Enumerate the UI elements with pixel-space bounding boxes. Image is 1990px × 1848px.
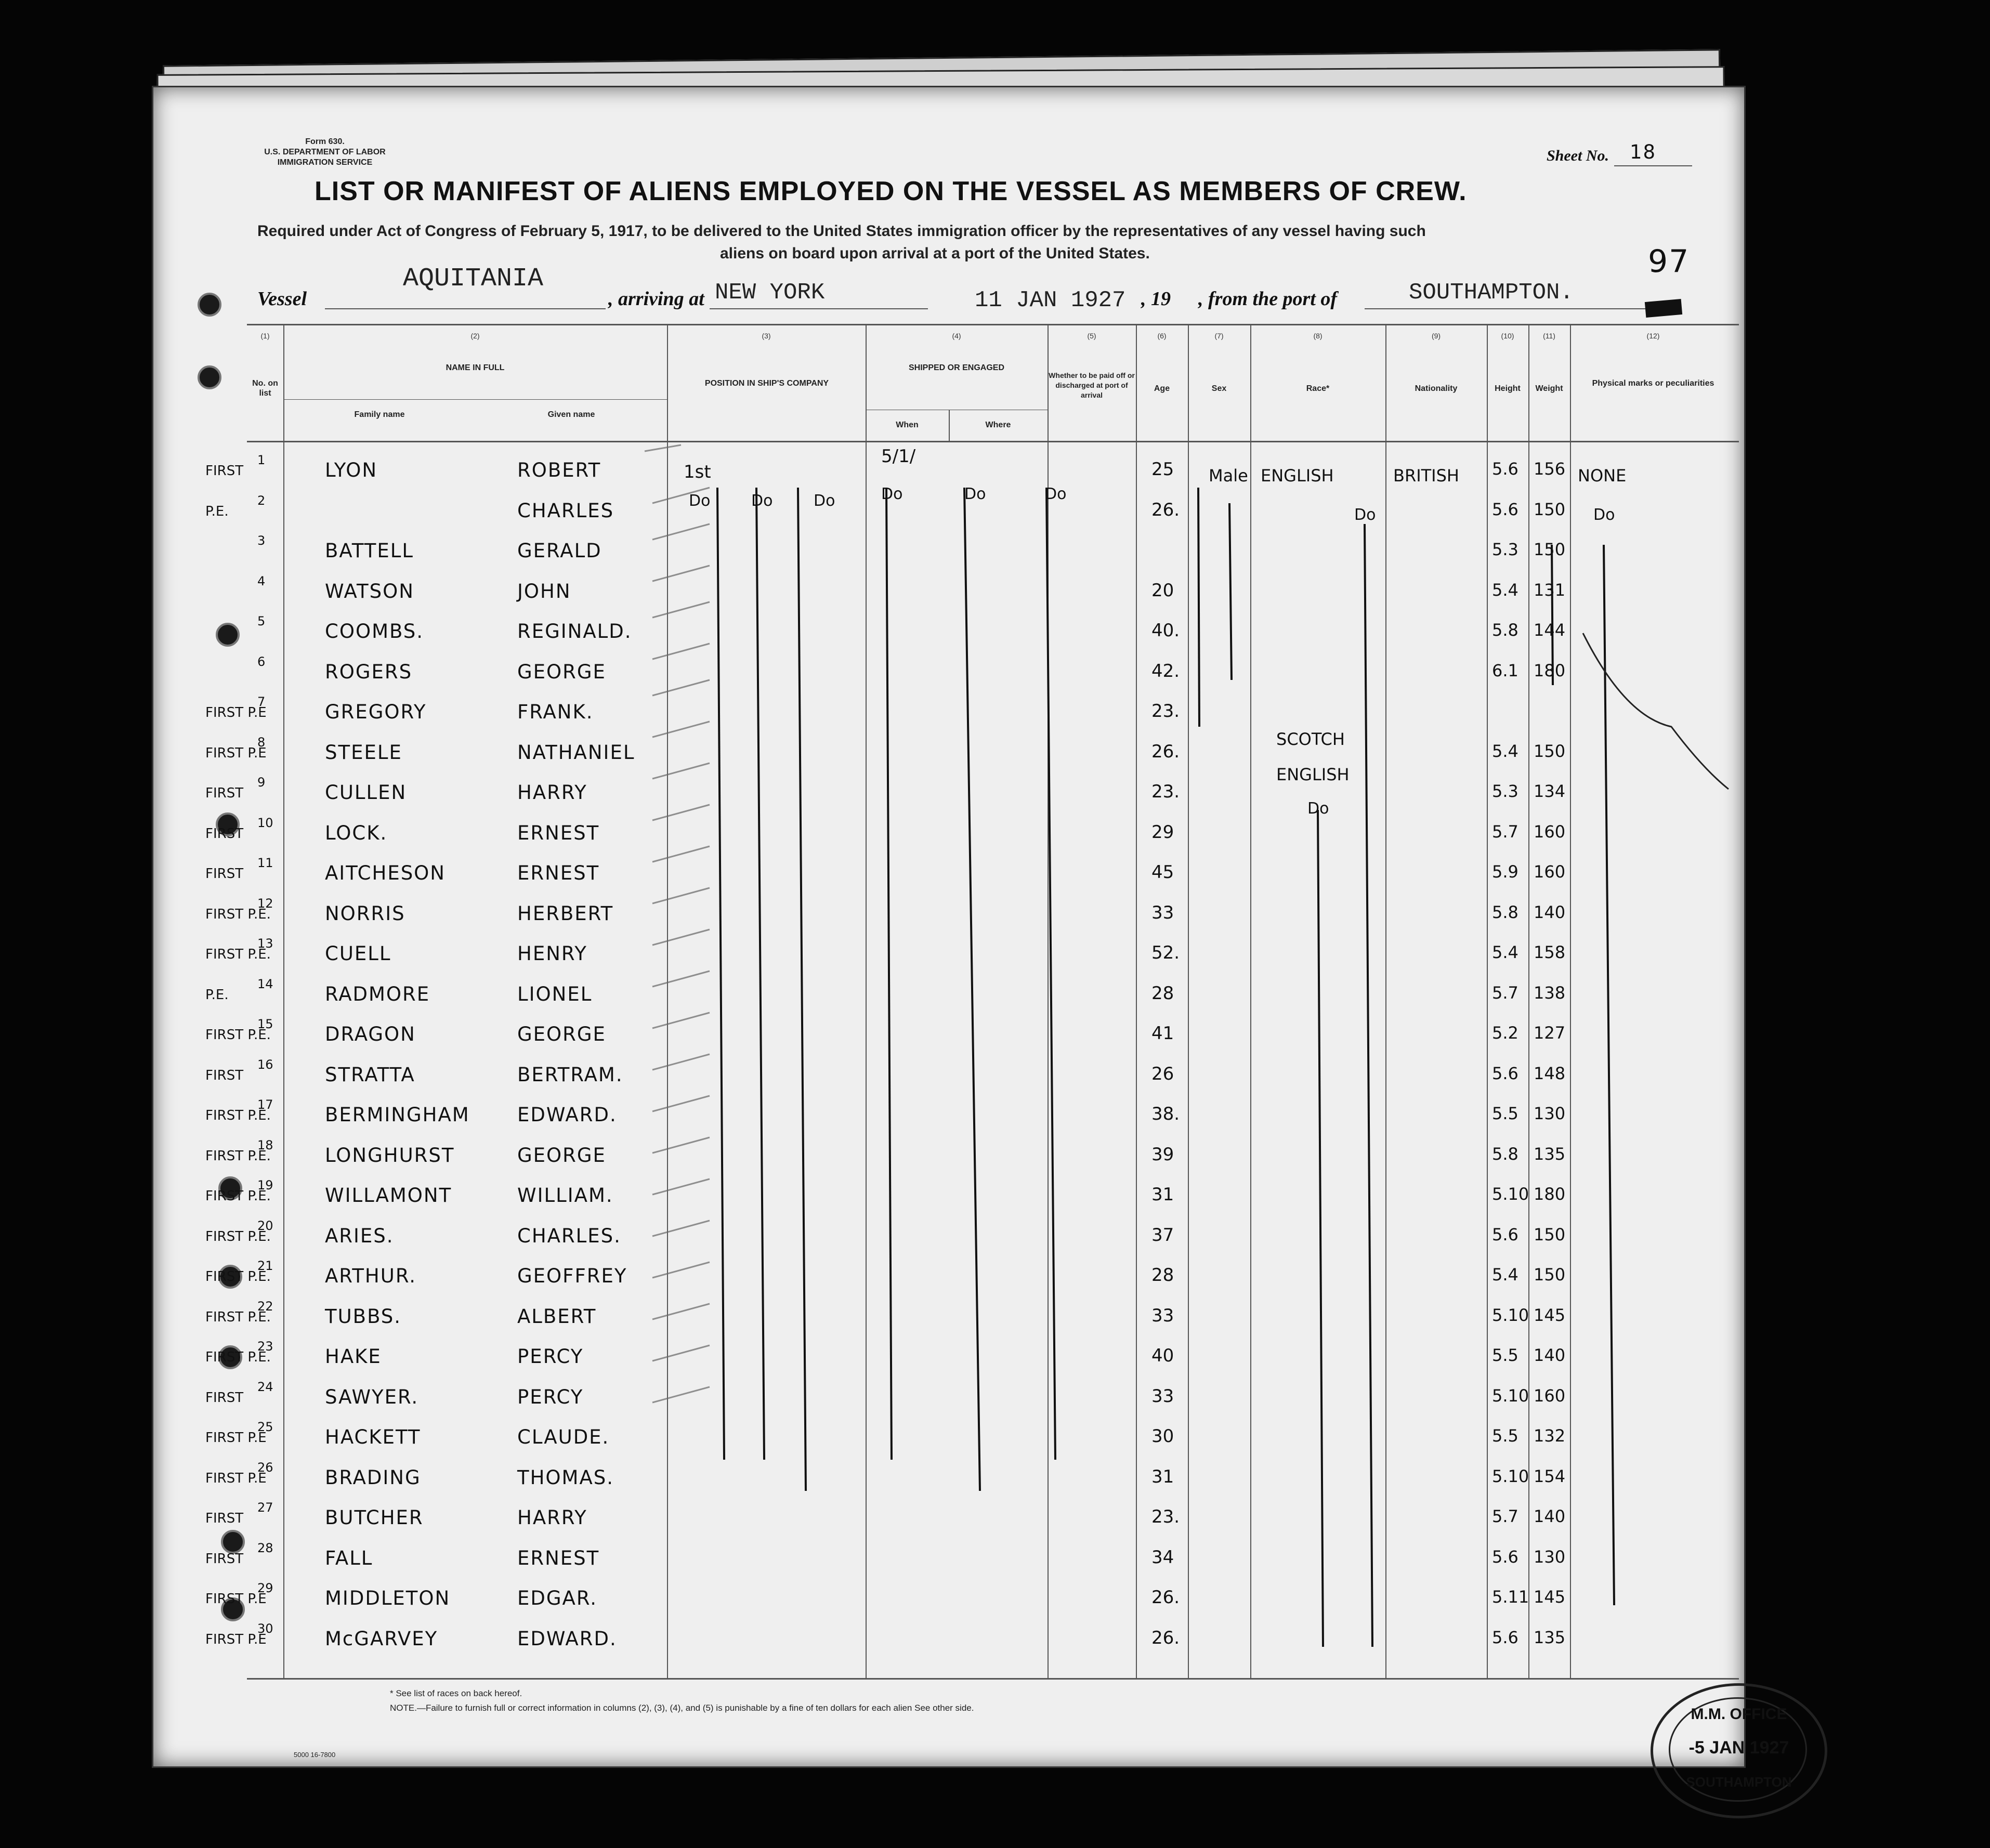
service: IMMIGRATION SERVICE [277, 158, 373, 167]
row-family-name: LYON [325, 459, 378, 481]
row-age: 23. [1151, 781, 1180, 802]
row-weight: 150 [1534, 500, 1566, 519]
col-height: Height [1495, 384, 1521, 393]
col-physical-marks: Physical marks or peculiarities [1592, 379, 1714, 388]
col-age: Age [1154, 384, 1170, 393]
row1-race: ENGLISH [1261, 466, 1334, 486]
row-status-mark: FIRST P.E [205, 1632, 267, 1647]
row-status-mark: FIRST [205, 1390, 244, 1406]
row-status-mark: FIRST P.E. [205, 1229, 271, 1244]
row-age: 40. [1151, 620, 1180, 641]
row-height: 5.2 [1492, 1023, 1518, 1043]
row-family-name: HAKE [325, 1345, 382, 1368]
row-age: 33 [1151, 902, 1174, 923]
row-given-name: THOMAS. [517, 1466, 614, 1489]
row-age: 26. [1151, 741, 1180, 762]
row-age: 23. [1151, 701, 1180, 722]
row-family-name: TUBBS. [325, 1305, 402, 1328]
row-height: 5.6 [1492, 1547, 1518, 1567]
page-mark: 97 [1648, 243, 1690, 280]
row-weight: 150 [1534, 1265, 1566, 1285]
col-paid-off: Whether to be paid off or discharged at port of arrival [1049, 371, 1135, 399]
row-status-mark: P.E. [205, 987, 229, 1003]
row-weight: 150 [1534, 741, 1566, 761]
row-height: 5.6 [1492, 1225, 1518, 1244]
vessel-name: AQUITANIA [403, 264, 544, 294]
row-weight: 145 [1534, 1587, 1566, 1607]
vessel-label: Vessel [257, 288, 307, 310]
col-10-number: (10) [1501, 332, 1514, 340]
ditto-marks: Do [1593, 506, 1615, 524]
stamp-top-text: M.M. OFFICE [1691, 1706, 1787, 1723]
row-weight: 135 [1534, 1144, 1566, 1164]
row-given-name: EDWARD. [517, 1628, 617, 1650]
row-given-name: ALBERT [517, 1305, 597, 1328]
row-age: 33 [1151, 1386, 1174, 1407]
year-label: , 19 [1141, 288, 1171, 310]
row-age: 23. [1151, 1506, 1180, 1527]
row-number: 26 [257, 1460, 273, 1475]
row-number: 8 [257, 735, 266, 750]
row-number: 15 [257, 1017, 273, 1031]
col-2-number: (2) [470, 332, 480, 340]
row-age: 26. [1151, 1628, 1180, 1648]
col-no-on-list: No. on list [252, 379, 278, 398]
row-weight: 180 [1534, 661, 1566, 680]
from-port: SOUTHAMPTON. [1409, 280, 1574, 306]
col-family-name: Family name [354, 410, 405, 419]
row-given-name: REGINALD. [517, 620, 632, 643]
row-number: 28 [257, 1541, 273, 1555]
col-sex: Sex [1211, 384, 1227, 393]
row-weight: 148 [1534, 1064, 1566, 1083]
arrival-date: 11 JAN 1927 [975, 287, 1126, 313]
row-status-mark: FIRST [205, 463, 244, 479]
arriving-label: , arriving at [608, 288, 704, 310]
row-weight: 160 [1534, 822, 1566, 842]
col-given-name: Given name [547, 410, 595, 419]
row-status-mark: FIRST P.E. [205, 947, 271, 962]
row-status-mark: FIRST [205, 785, 244, 801]
row-given-name: HENRY [517, 942, 587, 965]
row-weight: 160 [1534, 862, 1566, 882]
row-status-mark: FIRST P.E. [205, 1349, 271, 1365]
row1-nationality: BRITISH [1393, 466, 1459, 486]
row-age: 26. [1151, 500, 1180, 520]
col-when: When [896, 421, 919, 429]
row-family-name: McGARVEY [325, 1628, 438, 1650]
row-family-name: NORRIS [325, 902, 405, 925]
row-given-name: ERNEST [517, 822, 600, 844]
form-number: Form 630. [305, 137, 345, 146]
race-english: ENGLISH [1276, 765, 1350, 784]
row1-when: 5/1/ [881, 446, 916, 467]
department: U.S. DEPARTMENT OF LABOR [264, 148, 386, 156]
row-family-name: CULLEN [325, 781, 407, 804]
row-weight: 180 [1534, 1184, 1566, 1204]
print-code: 5000 16-7800 [294, 1751, 336, 1759]
row-number: 24 [257, 1380, 273, 1394]
row-status-mark: FIRST P.E. [205, 1148, 271, 1164]
row-age: 29 [1151, 822, 1174, 843]
row-weight: 134 [1534, 781, 1566, 801]
row-status-mark: FIRST [205, 826, 244, 842]
ditto-paid-off: Do [1045, 485, 1067, 503]
row-height: 5.10 [1492, 1184, 1529, 1204]
row-age: 52. [1151, 942, 1180, 963]
row-age: 26. [1151, 1587, 1180, 1608]
row-given-name: GEOFFREY [517, 1265, 627, 1287]
row-number: 5 [257, 614, 266, 628]
row-family-name: ARTHUR. [325, 1265, 416, 1287]
row-height: 5.7 [1492, 983, 1518, 1003]
row-weight: 131 [1534, 580, 1566, 600]
row-height: 5.4 [1492, 580, 1518, 600]
row-number: 11 [257, 856, 273, 870]
row-weight: 145 [1534, 1305, 1566, 1325]
row-given-name: BERTRAM. [517, 1064, 623, 1086]
row-age: 33 [1151, 1305, 1174, 1326]
row-weight: 140 [1534, 1345, 1566, 1365]
row-number: 4 [257, 574, 266, 588]
row-number: 30 [257, 1621, 273, 1636]
row-given-name: CHARLES [517, 500, 614, 522]
row-age: 34 [1151, 1547, 1174, 1568]
row1-sex: Male [1209, 466, 1248, 486]
col-8-number: (8) [1313, 332, 1323, 340]
row-weight: 140 [1534, 902, 1566, 922]
col-position: POSITION IN SHIP'S COMPANY [704, 379, 829, 388]
row-weight: 150 [1534, 1225, 1566, 1244]
ditto-nationality: Do [1354, 506, 1376, 524]
row-family-name: STRATTA [325, 1064, 415, 1086]
row-family-name: BATTELL [325, 540, 414, 562]
row-number: 25 [257, 1420, 273, 1434]
sheet-number: 18 [1630, 141, 1657, 163]
row-age: 39 [1151, 1144, 1174, 1165]
row-status-mark: FIRST [205, 1068, 244, 1083]
row-family-name: HACKETT [325, 1426, 421, 1448]
row-status-mark: FIRST [205, 1511, 244, 1526]
row-age: 28 [1151, 983, 1174, 1004]
row-status-mark: P.E. [205, 504, 229, 519]
row-given-name: HARRY [517, 1506, 587, 1529]
row-family-name: WATSON [325, 580, 414, 602]
row-number: 22 [257, 1299, 273, 1314]
row-number: 16 [257, 1057, 273, 1072]
row-given-name: LIONEL [517, 983, 593, 1005]
arriving-port: NEW YORK [715, 280, 825, 306]
row-given-name: GEORGE [517, 1144, 606, 1167]
row-status-mark: FIRST P.E. [205, 907, 271, 922]
row-height: 5.4 [1492, 741, 1518, 761]
col-5-number: (5) [1087, 332, 1096, 340]
row-given-name: FRANK. [517, 701, 594, 723]
col-nationality: Nationality [1415, 384, 1458, 393]
row-number: 1 [257, 453, 266, 467]
row-family-name: GREGORY [325, 701, 427, 723]
row-given-name: ROBERT [517, 459, 601, 481]
page-title: LIST OR MANIFEST OF ALIENS EMPLOYED ON THE VESSEL AS MEMBERS OF CREW. [315, 176, 1467, 206]
row-age: 25 [1151, 459, 1174, 480]
row-number: 27 [257, 1500, 273, 1515]
row-given-name: WILLIAM. [517, 1184, 613, 1207]
row-family-name: SAWYER. [325, 1386, 419, 1408]
row-height: 5.8 [1492, 1144, 1518, 1164]
row-family-name: STEELE [325, 741, 402, 764]
row-number: 2 [257, 493, 266, 508]
row-given-name: PERCY [517, 1345, 584, 1368]
row-height: 5.5 [1492, 1104, 1518, 1123]
row-status-mark: FIRST P.E [205, 1471, 267, 1486]
row-given-name: HERBERT [517, 902, 614, 925]
race-scotch: SCOTCH [1276, 729, 1345, 749]
row-weight: 130 [1534, 1547, 1566, 1567]
row-status-mark: FIRST P.E. [205, 1309, 271, 1325]
row1-position: 1st [684, 462, 711, 482]
row-given-name: NATHANIEL [517, 741, 635, 764]
office-stamp [1651, 1683, 1827, 1818]
row-height: 5.10 [1492, 1386, 1529, 1406]
row-number: 3 [257, 533, 266, 548]
row-number: 10 [257, 816, 273, 830]
row-number: 14 [257, 977, 273, 991]
row-age: 28 [1151, 1265, 1174, 1286]
row-age: 45 [1151, 862, 1174, 883]
row-weight: 132 [1534, 1426, 1566, 1446]
row-height: 5.8 [1492, 620, 1518, 640]
row-family-name: BUTCHER [325, 1506, 424, 1529]
row-number: 18 [257, 1138, 273, 1152]
sheet-label: Sheet No. [1547, 147, 1609, 164]
row-family-name: AITCHESON [325, 862, 446, 884]
footnote-races: * See list of races on back hereof. [390, 1688, 522, 1698]
col-shipped-engaged: SHIPPED OR ENGAGED [908, 363, 1005, 372]
row-height: 5.6 [1492, 459, 1518, 479]
row-weight: 130 [1534, 1104, 1566, 1123]
row-given-name: HARRY [517, 781, 587, 804]
row-age: 37 [1151, 1225, 1174, 1246]
row-height: 5.5 [1492, 1345, 1518, 1365]
row-age: 31 [1151, 1466, 1174, 1487]
row-age: 40 [1151, 1345, 1174, 1366]
row-age: 26 [1151, 1064, 1174, 1084]
row-number: 9 [257, 775, 266, 790]
row-family-name: BERMINGHAM [325, 1104, 470, 1126]
subtitle-line-2: aliens on board upon arrival at a port of the United States. [720, 245, 1150, 262]
row-height: 5.10 [1492, 1466, 1529, 1486]
row-height: 5.3 [1492, 540, 1518, 559]
col-7-number: (7) [1214, 332, 1224, 340]
row-age: 38. [1151, 1104, 1180, 1124]
row-age: 20 [1151, 580, 1174, 601]
row-number: 20 [257, 1218, 273, 1233]
row-height: 5.6 [1492, 500, 1518, 519]
row-height: 5.11 [1492, 1587, 1529, 1607]
row-weight: 135 [1534, 1628, 1566, 1647]
row-status-mark: FIRST P.E. [205, 1269, 271, 1285]
row-family-name: CUELL [325, 942, 391, 965]
row-given-name: CHARLES. [517, 1225, 621, 1247]
col-6-number: (6) [1157, 332, 1167, 340]
row-age: 41 [1151, 1023, 1174, 1044]
row-number: 29 [257, 1581, 273, 1595]
row-weight: 160 [1534, 1386, 1566, 1406]
row-status-mark: FIRST P.E. [205, 1188, 271, 1204]
col-11-number: (11) [1543, 332, 1555, 340]
row-number: 21 [257, 1259, 273, 1273]
row-weight: 150 [1534, 540, 1566, 559]
ditto-where: Do [964, 485, 986, 503]
row-given-name: GEORGE [517, 661, 606, 683]
row-given-name: ERNEST [517, 862, 600, 884]
row-family-name: COOMBS. [325, 620, 424, 643]
manifest-sheet [152, 86, 1792, 1790]
row-family-name: BRADING [325, 1466, 421, 1489]
row-family-name: FALL [325, 1547, 373, 1569]
row-height: 6.1 [1492, 661, 1518, 680]
ditto-when: Do [881, 485, 903, 503]
row-family-name: ROGERS [325, 661, 413, 683]
row-given-name: EDGAR. [517, 1587, 598, 1609]
row-number: 23 [257, 1339, 273, 1354]
row-status-mark: FIRST P.E [205, 1591, 267, 1607]
col-race: Race* [1306, 384, 1330, 393]
row-family-name: ARIES. [325, 1225, 394, 1247]
crew-table-body [153, 87, 1744, 1766]
row-height: 5.4 [1492, 942, 1518, 962]
stamp-date: -5 JAN 1927 [1688, 1738, 1789, 1758]
row-age: 42. [1151, 661, 1180, 681]
row-number: 13 [257, 936, 273, 951]
row-age: 30 [1151, 1426, 1174, 1447]
row-number: 17 [257, 1097, 273, 1112]
row-height: 5.4 [1492, 1265, 1518, 1285]
subtitle-line-1: Required under Act of Congress of February 5, 1917, to be delivered to the United States immigration officer by the representatives of any vessel having such [257, 222, 1426, 240]
footnote-penalty: NOTE.—Failure to furnish full or correct information in columns (2), (3), (4), and (5) is punishable by a fine of ten dollars for each alien See other side. [390, 1703, 974, 1713]
ditto-mark: Do [751, 492, 773, 510]
row-height: 5.3 [1492, 781, 1518, 801]
row-given-name: JOHN [517, 580, 571, 602]
row-height: 5.6 [1492, 1628, 1518, 1647]
row-status-mark: FIRST P.E [205, 745, 267, 761]
row-status-mark: FIRST P.E. [205, 1027, 271, 1043]
col-name-in-full: NAME IN FULL [446, 363, 505, 372]
row-status-mark: FIRST P.E [205, 1430, 267, 1446]
col-3-number: (3) [762, 332, 771, 340]
row-status-mark: FIRST [205, 1551, 244, 1567]
col-where: Where [985, 421, 1011, 429]
race-ditto: Do [1307, 800, 1329, 818]
row-status-mark: FIRST P.E. [205, 1108, 271, 1123]
row-weight: 127 [1534, 1023, 1566, 1043]
col-12-number: (12) [1646, 332, 1660, 340]
col-4-number: (4) [952, 332, 961, 340]
row-height: 5.9 [1492, 862, 1518, 882]
row-family-name: RADMORE [325, 983, 430, 1005]
row-weight: 158 [1534, 942, 1566, 962]
row-weight: 144 [1534, 620, 1566, 640]
row-given-name: GEORGE [517, 1023, 606, 1045]
row-given-name: ERNEST [517, 1547, 600, 1569]
row-weight: 156 [1534, 459, 1566, 479]
row-weight: 140 [1534, 1506, 1566, 1526]
row-age: 31 [1151, 1184, 1174, 1205]
row-family-name: LONGHURST [325, 1144, 455, 1167]
row-height: 5.7 [1492, 822, 1518, 842]
row-given-name: CLAUDE. [517, 1426, 610, 1448]
row-family-name: DRAGON [325, 1023, 416, 1045]
from-label: , from the port of [1198, 288, 1338, 310]
row-number: 7 [257, 694, 266, 709]
ditto-mark: Do [814, 492, 835, 510]
col-1-number: (1) [260, 332, 270, 340]
ditto-position: Do [689, 492, 711, 510]
row-height: 5.5 [1492, 1426, 1518, 1446]
row-status-mark: FIRST [205, 866, 244, 882]
row-weight: 138 [1534, 983, 1566, 1003]
col-weight: Weight [1535, 384, 1563, 393]
row-number: 12 [257, 896, 273, 911]
row1-marks: NONE [1578, 466, 1627, 486]
row-weight: 154 [1534, 1466, 1566, 1486]
row-number: 6 [257, 654, 266, 669]
row-family-name: MIDDLETON [325, 1587, 451, 1609]
row-height: 5.10 [1492, 1305, 1529, 1325]
row-given-name: EDWARD. [517, 1104, 617, 1126]
col-9-number: (9) [1431, 332, 1441, 340]
row-given-name: GERALD [517, 540, 602, 562]
row-given-name: PERCY [517, 1386, 584, 1408]
row-height: 5.6 [1492, 1064, 1518, 1083]
row-number: 19 [257, 1178, 273, 1192]
stamp-bottom-text: SOUTHAMPTON [1686, 1774, 1792, 1790]
row-height: 5.8 [1492, 902, 1518, 922]
row-family-name: LOCK. [325, 822, 388, 844]
row-status-mark: FIRST P.E [205, 705, 267, 720]
row-family-name: WILLAMONT [325, 1184, 452, 1207]
row-height: 5.7 [1492, 1506, 1518, 1526]
